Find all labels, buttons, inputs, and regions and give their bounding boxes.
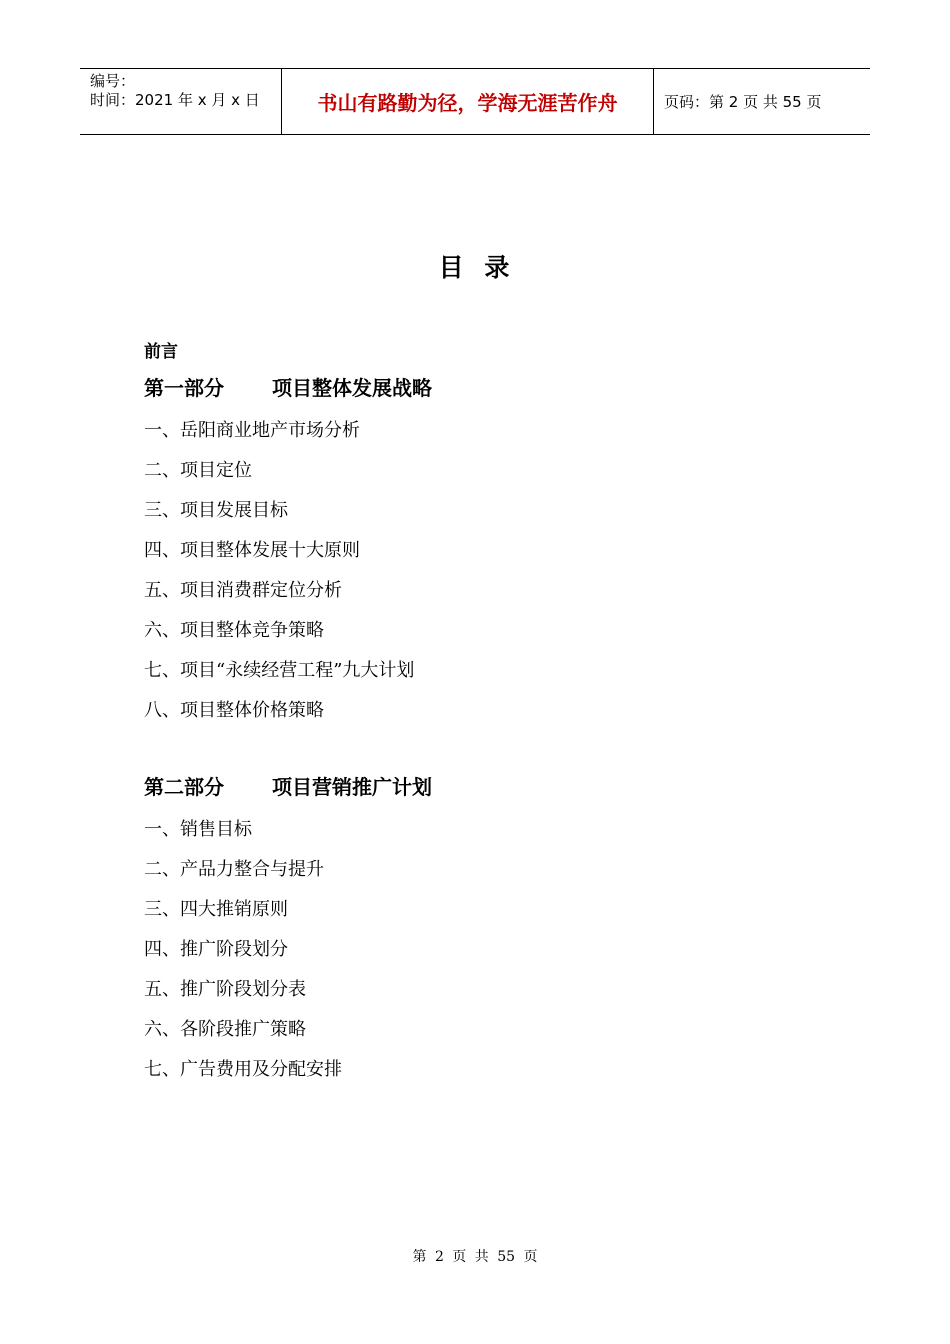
toc-part-1-heading <box>144 372 432 401</box>
toc-part-2-item: 六、各阶段推广策略 <box>144 1019 306 1040</box>
toc-part-2-number: 第二部分 <box>144 775 224 799</box>
toc-part-1-item: 八、项目整体价格策略 <box>144 700 324 721</box>
toc-part-2-item: 四、推广阶段划分 <box>144 939 288 960</box>
header-page-info: 页码：第 2 页 共 55 页 <box>664 93 822 111</box>
toc-title: 目 录 <box>438 253 512 282</box>
toc-part-1-item: 五、项目消费群定位分析 <box>144 580 342 601</box>
toc-part-2-title: 项目营销推广计划 <box>272 775 432 799</box>
toc-part-2-item: 二、产品力整合与提升 <box>144 859 324 880</box>
toc-part-1-title: 项目整体发展战略 <box>272 376 432 400</box>
header-motto: 书山有路勤为径，学海无涯苦作舟 <box>317 91 618 115</box>
toc-part-1-item: 三、项目发展目标 <box>144 500 288 521</box>
toc-part-1-item: 一、岳阳商业地产市场分析 <box>144 420 360 441</box>
page-footer-number: 第 2 页 共 55 页 <box>412 1249 538 1265</box>
page-header <box>80 68 870 135</box>
header-page-cell <box>654 69 870 134</box>
toc-part-1-number: 第一部分 <box>144 376 224 400</box>
toc-part-2-item: 五、推广阶段划分表 <box>144 979 306 1000</box>
document-time-label: 时间：2021 年 x 月 x 日 <box>90 91 260 109</box>
toc-part-1-item: 六、项目整体竞争策略 <box>144 620 324 641</box>
toc-part-1-item: 四、项目整体发展十大原则 <box>144 540 360 561</box>
document-number-label: 编号： <box>90 72 136 90</box>
toc-part-2-item: 七、广告费用及分配安排 <box>144 1059 342 1080</box>
header-motto-cell <box>281 69 654 134</box>
toc-part-1-item: 七、项目“永续经营工程”九大计划 <box>144 660 415 681</box>
toc-part-1-item: 二、项目定位 <box>144 460 252 481</box>
toc-part-2-item: 三、四大推销原则 <box>144 899 288 920</box>
toc-part-2-heading <box>144 771 432 800</box>
header-meta-cell <box>80 69 281 134</box>
toc-preface: 前言 <box>144 342 178 362</box>
toc-part-2-item: 一、销售目标 <box>144 819 252 840</box>
